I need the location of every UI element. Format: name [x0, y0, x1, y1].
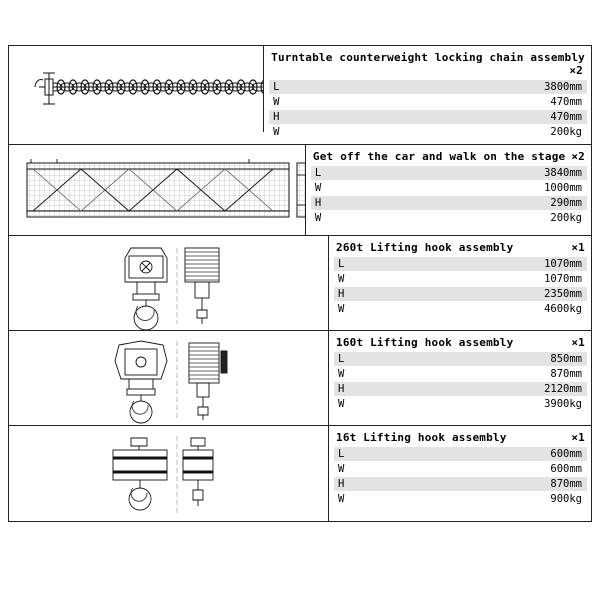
spec-value: 1000mm	[544, 182, 582, 194]
table-row	[9, 46, 591, 145]
spec-value: 470mm	[550, 96, 582, 108]
spec-key: W	[314, 182, 322, 194]
spec-rows	[269, 80, 587, 140]
spec-rows	[334, 447, 587, 507]
spec-value: 290mm	[550, 197, 582, 209]
walkway-platform-drawing	[9, 145, 305, 235]
spec-value: 600mm	[550, 463, 582, 475]
spec-title-block	[331, 335, 589, 352]
spec-row	[334, 462, 587, 477]
spec-value: 2120mm	[544, 383, 582, 395]
chain-assembly-drawing	[9, 46, 263, 132]
spec-row	[311, 181, 587, 196]
spec-row	[269, 80, 587, 95]
spec-key: W	[338, 463, 345, 475]
spec-value: 200kg	[550, 212, 582, 224]
spec-key: L	[314, 167, 322, 179]
spec-value: 3800mm	[544, 81, 582, 93]
spec-key: H	[338, 383, 345, 395]
spec-value: 4600kg	[544, 303, 582, 315]
spec-title: Turntable counterweight locking chain assembly	[271, 51, 585, 64]
spec-key: L	[338, 353, 345, 365]
spec-row	[269, 125, 587, 140]
spec-key: W	[273, 126, 280, 138]
spec-quantity: ×2	[569, 64, 583, 77]
table-row	[9, 331, 591, 426]
spec-row	[334, 352, 587, 367]
spec-row	[311, 196, 587, 211]
spec-value: 3840mm	[544, 167, 582, 179]
spec-row	[269, 110, 587, 125]
spec-title: 160t Lifting hook assembly	[336, 336, 514, 349]
spec-key: W	[273, 96, 280, 108]
drawing-cell-hook-160t	[9, 331, 329, 425]
spec-value: 470mm	[550, 111, 582, 123]
spec-quantity: ×2	[571, 150, 585, 163]
spec-row	[334, 287, 587, 302]
spec-cell	[329, 331, 591, 425]
spec-value: 1070mm	[544, 258, 582, 270]
spec-key: H	[314, 197, 322, 209]
spec-cell	[329, 236, 591, 330]
spec-cell	[264, 46, 591, 144]
spec-key: W	[338, 398, 345, 410]
spec-row	[311, 166, 587, 181]
spec-key: L	[338, 448, 345, 460]
spec-key: H	[338, 478, 345, 490]
spec-rows	[334, 257, 587, 317]
spec-value: 850mm	[550, 353, 582, 365]
hook-260t-drawing	[9, 236, 328, 330]
spec-row	[334, 382, 587, 397]
spec-row	[334, 477, 587, 492]
spec-value: 900kg	[550, 493, 582, 505]
spec-title: 260t Lifting hook assembly	[336, 241, 514, 254]
spec-rows	[334, 352, 587, 412]
spec-title-block	[331, 430, 589, 447]
spec-row	[334, 447, 587, 462]
spec-row	[334, 272, 587, 287]
drawing-cell-walkway-platform	[9, 145, 306, 235]
spec-quantity: ×1	[571, 431, 585, 444]
spec-value: 2350mm	[544, 288, 582, 300]
spec-title-block	[308, 149, 589, 166]
spec-key: W	[314, 212, 322, 224]
spec-row	[311, 211, 587, 226]
spec-cell	[329, 426, 591, 521]
spec-row	[269, 95, 587, 110]
table-row	[9, 426, 591, 521]
spec-title-block	[331, 240, 589, 257]
spec-key: W	[338, 303, 345, 315]
spec-row	[334, 492, 587, 507]
spec-row	[334, 397, 587, 412]
spec-value: 870mm	[550, 368, 582, 380]
spec-key: W	[338, 273, 345, 285]
spec-title: Get off the car and walk on the stage	[312, 150, 566, 163]
spec-value: 870mm	[550, 478, 582, 490]
spec-value: 600mm	[550, 448, 582, 460]
spec-key: L	[273, 81, 280, 93]
drawing-cell-hook-16t	[9, 426, 329, 521]
spec-key: H	[338, 288, 345, 300]
table-row	[9, 236, 591, 331]
drawing-cell-hook-260t	[9, 236, 329, 330]
spec-cell	[306, 145, 591, 235]
hook-16t-drawing	[9, 426, 328, 521]
spec-key: W	[338, 368, 345, 380]
spec-key: L	[338, 258, 345, 270]
drawing-cell-chain-assembly	[9, 46, 264, 132]
hook-160t-drawing	[9, 331, 328, 425]
spec-value: 3900kg	[544, 398, 582, 410]
component-spec-table	[8, 45, 592, 522]
spec-quantity: ×1	[571, 241, 585, 254]
spec-quantity: ×1	[571, 336, 585, 349]
spec-value: 200kg	[550, 126, 582, 138]
spec-value: 1070mm	[544, 273, 582, 285]
spec-rows	[311, 166, 587, 226]
spec-row	[334, 257, 587, 272]
table-row	[9, 145, 591, 236]
spec-title: 16t Lifting hook assembly	[336, 431, 507, 444]
spec-title-block	[266, 50, 589, 80]
spec-row	[334, 302, 587, 317]
spec-key: W	[338, 493, 345, 505]
spec-key: H	[273, 111, 280, 123]
spec-row	[334, 367, 587, 382]
